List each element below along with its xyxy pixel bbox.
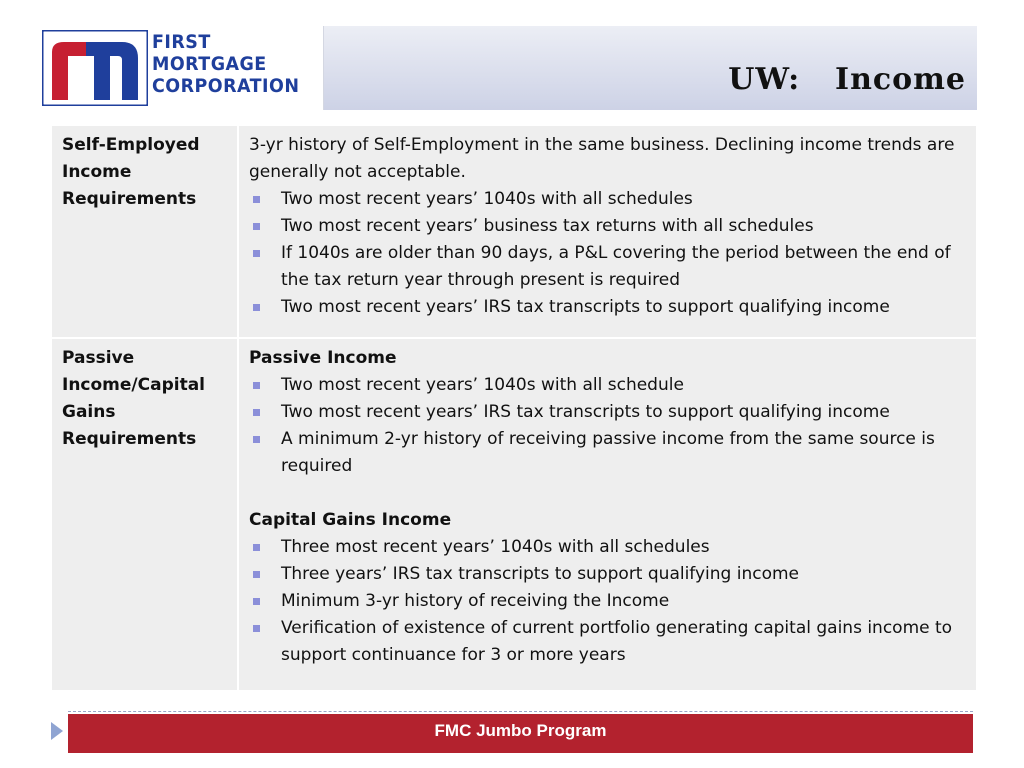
row-content (239, 339, 976, 690)
list-item: Two most recent years’ IRS tax transcripts to support qualifying income (249, 399, 966, 426)
bullet-list (249, 534, 966, 669)
list-item: Two most recent years’ business tax returns with all schedules (249, 213, 966, 240)
footer-divider (68, 711, 973, 712)
bullet-list (249, 186, 966, 321)
section-heading: Passive Income (249, 348, 397, 368)
logo-line-2: MORTGAGE (152, 53, 267, 75)
list-item: Three years’ IRS tax transcripts to support qualifying income (249, 561, 966, 588)
requirements-table (52, 126, 976, 690)
section-heading: Capital Gains Income (249, 510, 452, 530)
row-intro: 3-yr history of Self-Employment in the same business. Declining income trends are generally not acceptable. (249, 135, 955, 182)
play-arrow-icon (50, 721, 64, 741)
logo-line-3: CORPORATION (152, 75, 300, 97)
list-item: Two most recent years’ 1040s with all schedules (249, 186, 966, 213)
list-item: Verification of existence of current portfolio generating capital gains income to support continuance for 3 or more years (249, 615, 966, 669)
row-label: Self-Employed Income Requirements (52, 126, 239, 337)
table-row (52, 339, 976, 690)
fmc-logo-mark-icon (42, 30, 148, 106)
logo-wordmark (152, 31, 299, 97)
row-label: Passive Income/Capital Gains Requirements (52, 339, 239, 690)
list-item: If 1040s are older than 90 days, a P&L covering the period between the end of the tax return year through present is required (249, 240, 966, 294)
row-content (239, 126, 976, 337)
list-item: Three most recent years’ 1040s with all schedules (249, 534, 966, 561)
company-logo (34, 26, 324, 110)
table-row (52, 126, 976, 339)
logo-line-1: FIRST (152, 31, 211, 53)
bullet-list (249, 372, 966, 480)
list-item: Two most recent years’ IRS tax transcripts to support qualifying income (249, 294, 966, 321)
page-title: UW: Income (728, 62, 966, 97)
footer-banner: FMC Jumbo Program (68, 714, 973, 753)
list-item: A minimum 2-yr history of receiving passive income from the same source is required (249, 426, 966, 480)
list-item: Minimum 3-yr history of receiving the Income (249, 588, 966, 615)
list-item: Two most recent years’ 1040s with all schedule (249, 372, 966, 399)
spacer (249, 480, 966, 507)
